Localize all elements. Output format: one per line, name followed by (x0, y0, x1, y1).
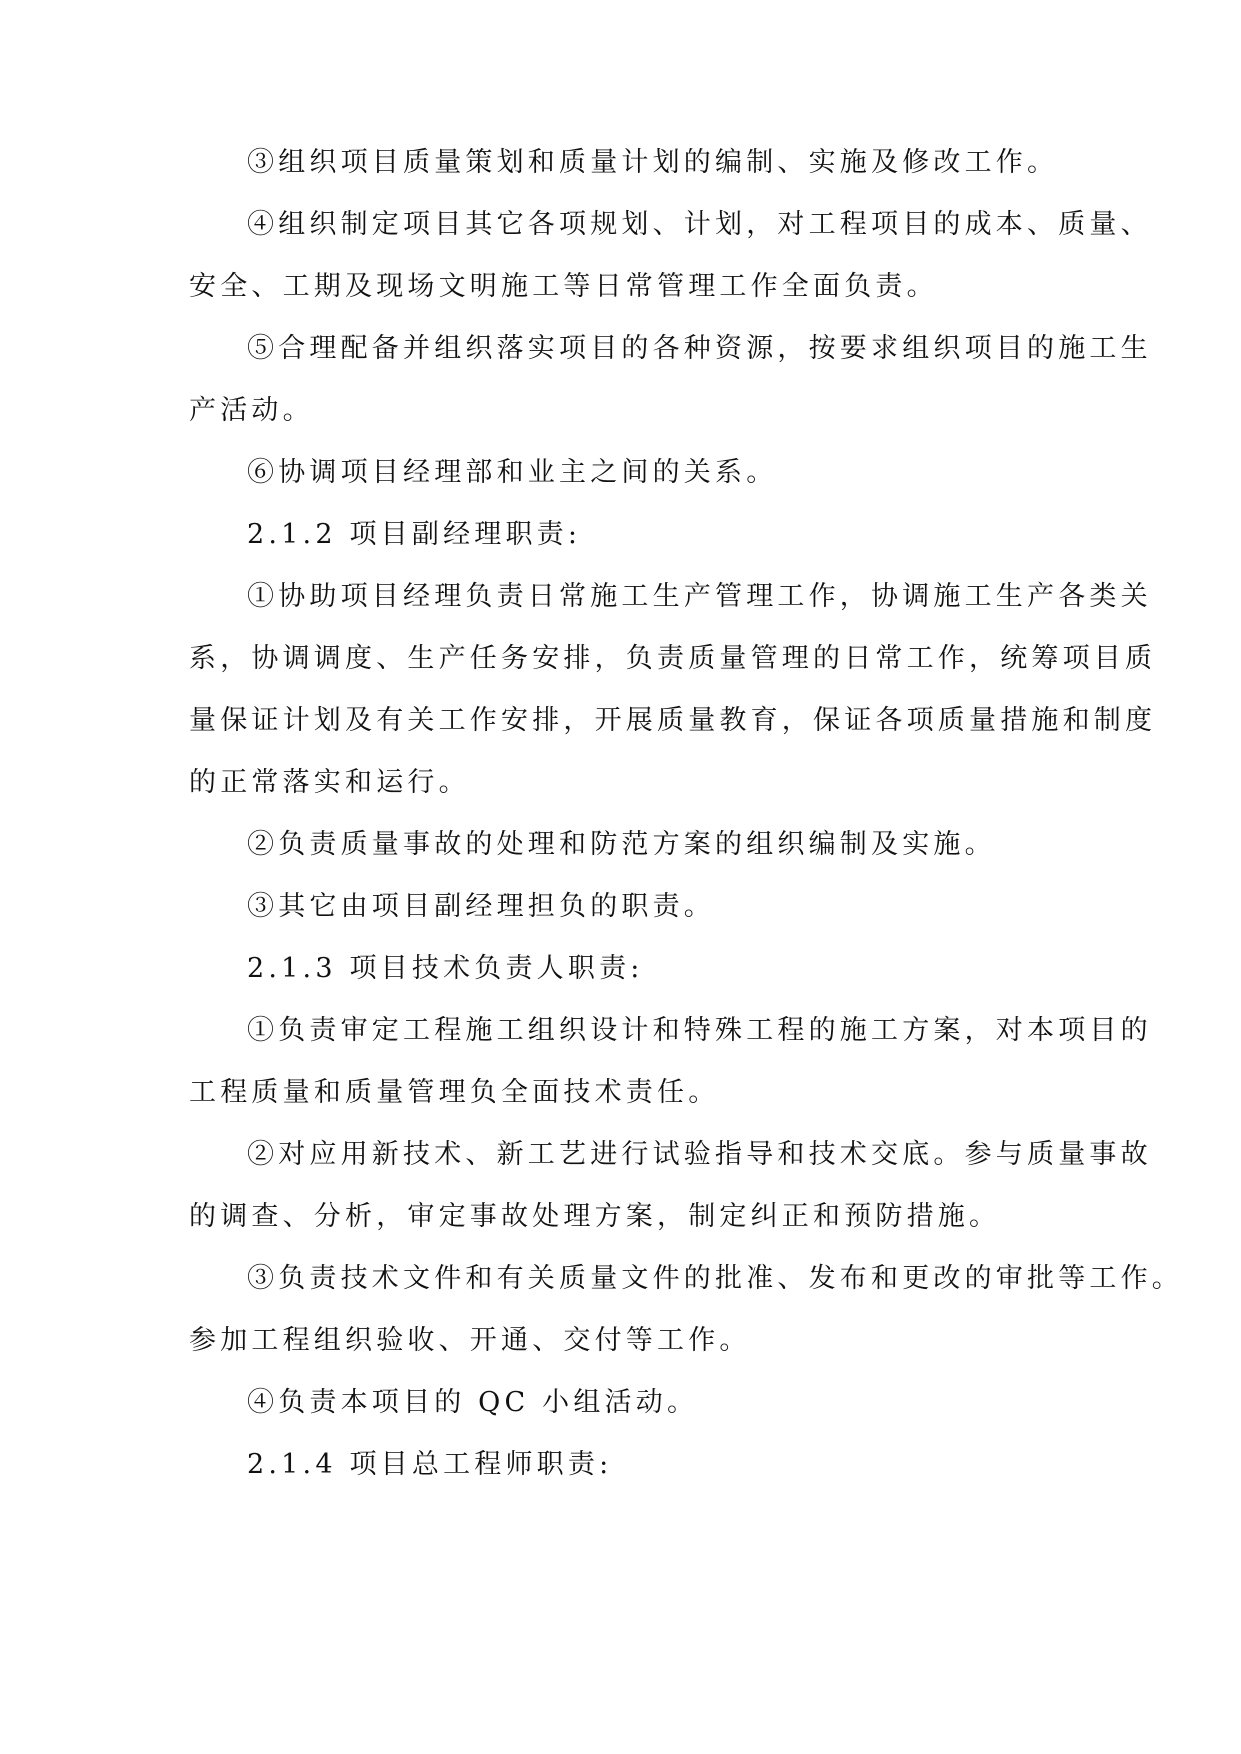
body-text (189, 132, 1183, 1496)
paragraph-line: ③其它由项目副经理担负的职责。 (247, 891, 715, 922)
paragraph-line: ①负责审定工程施工组织设计和特殊工程的施工方案，对本项目的 (247, 1015, 1152, 1046)
paragraph-line: ①协助项目经理负责日常施工生产管理工作，协调施工生产各类关 (247, 581, 1152, 612)
paragraph-line: ④负责本项目的 QC 小组活动。 (247, 1387, 699, 1418)
paragraph-line: 系，协调调度、生产任务安排，负责质量管理的日常工作，统筹项目质 (189, 643, 1157, 674)
paragraph-line: 的调查、分析，审定事故处理方案，制定纠正和预防措施。 (189, 1201, 1001, 1232)
paragraph-line: ④组织制定项目其它各项规划、计划，对工程项目的成本、质量、 (247, 209, 1152, 240)
paragraph-line: ②负责质量事故的处理和防范方案的组织编制及实施。 (247, 829, 996, 860)
paragraph-line: ③组织项目质量策划和质量计划的编制、实施及修改工作。 (247, 147, 1059, 178)
paragraph-line: 参加工程组织验收、开通、交付等工作。 (189, 1325, 751, 1356)
paragraph-line: 量保证计划及有关工作安排，开展质量教育，保证各项质量措施和制度 (189, 705, 1157, 736)
paragraph-line: ⑥协调项目经理部和业主之间的关系。 (247, 457, 778, 488)
paragraph-line: 产活动。 (189, 395, 314, 426)
paragraph-line: 工程质量和质量管理负全面技术责任。 (189, 1077, 720, 1108)
section-heading: 2.1.2 项目副经理职责: (247, 519, 582, 550)
paragraph-line: ⑤合理配备并组织落实项目的各种资源，按要求组织项目的施工生 (247, 333, 1152, 364)
paragraph-line: 安全、工期及现场文明施工等日常管理工作全面负责。 (189, 271, 938, 302)
paragraph-line: ③负责技术文件和有关质量文件的批准、发布和更改的审批等工作。 (247, 1263, 1183, 1294)
paragraph-line: ②对应用新技术、新工艺进行试验指导和技术交底。参与质量事故 (247, 1139, 1152, 1170)
section-heading: 2.1.3 项目技术负责人职责: (247, 953, 644, 984)
section-heading: 2.1.4 项目总工程师职责: (247, 1449, 613, 1480)
paragraph-line: 的正常落实和运行。 (189, 767, 470, 798)
